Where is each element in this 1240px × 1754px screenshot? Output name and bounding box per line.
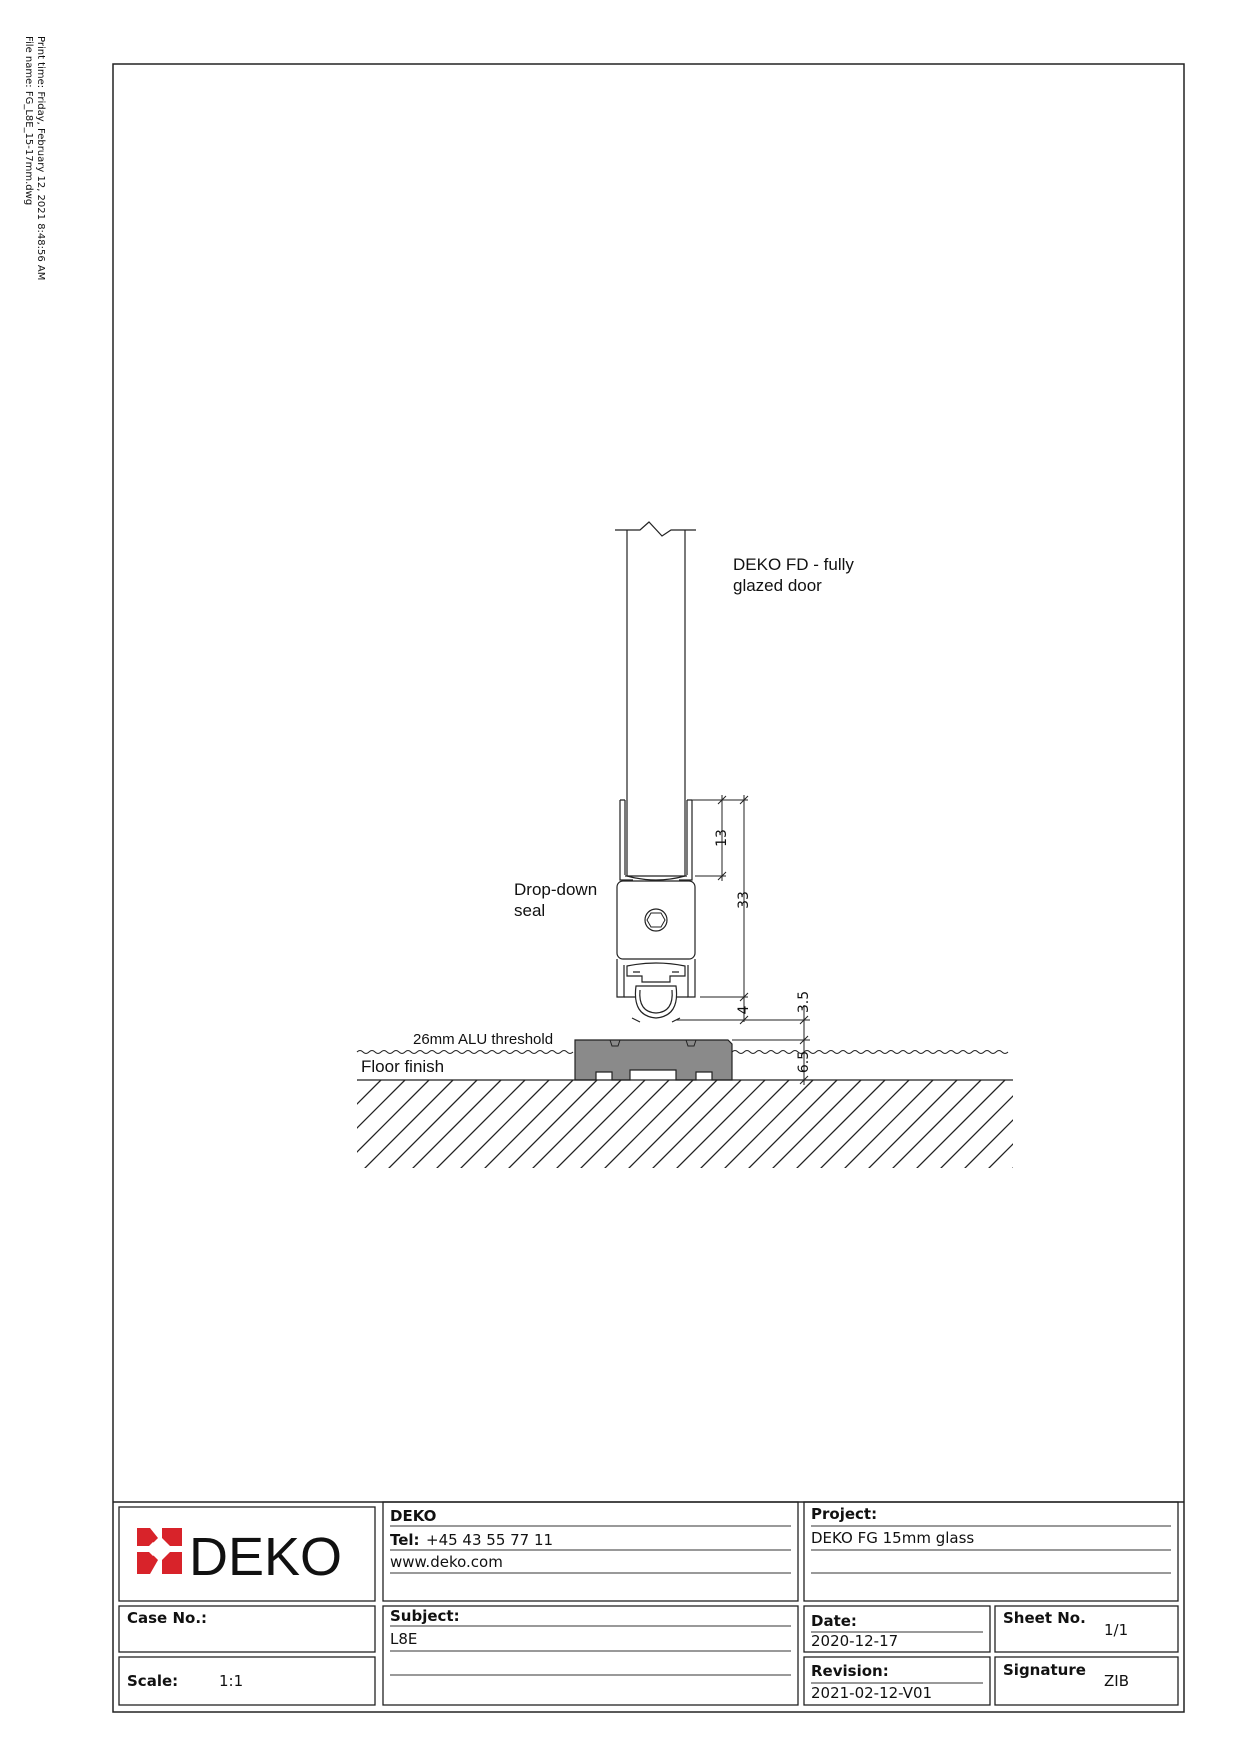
hatch-line bbox=[675, 1080, 765, 1170]
print-time: Print time: Friday, February 12, 2021 8:48:56 AM bbox=[35, 36, 46, 281]
door-glass bbox=[615, 522, 696, 880]
company-name: DEKO bbox=[390, 1507, 437, 1525]
hatch-line bbox=[507, 1080, 597, 1170]
date-value: 2020-12-17 bbox=[811, 1632, 899, 1650]
hex-screw-icon bbox=[645, 909, 667, 931]
drawing-labels bbox=[361, 555, 854, 1076]
floor-finish-line bbox=[357, 1051, 573, 1054]
drawing-frame bbox=[113, 64, 1184, 1712]
hatch-line bbox=[987, 1080, 1077, 1170]
hatch-line bbox=[891, 1080, 981, 1170]
scale-value: 1:1 bbox=[219, 1672, 244, 1690]
hatch-line bbox=[1011, 1080, 1101, 1170]
hatch-line bbox=[747, 1080, 837, 1170]
floor-finish-line-right bbox=[732, 1051, 1008, 1054]
dim-6-5: 6.5 bbox=[796, 1050, 812, 1074]
hatch-line bbox=[603, 1080, 693, 1170]
date-label: Date: bbox=[811, 1612, 857, 1630]
sheet-no-label: Sheet No. bbox=[1003, 1609, 1086, 1627]
company-tel-value: +45 43 55 77 11 bbox=[426, 1531, 554, 1549]
hatch-line bbox=[819, 1080, 909, 1170]
hatch-line bbox=[387, 1080, 477, 1170]
door-label-line1: DEKO FD - fully bbox=[733, 555, 854, 574]
deko-logo-mark-icon bbox=[137, 1528, 182, 1574]
seal-label-line1: Drop-down bbox=[514, 880, 598, 899]
file-name: File name: FG_L8E_15-17mm.dwg bbox=[23, 36, 34, 206]
seal-label-line2: seal bbox=[514, 901, 546, 920]
threshold-label: 26mm ALU threshold bbox=[413, 1031, 554, 1048]
sheet-no-value: 1/1 bbox=[1104, 1621, 1129, 1639]
dim-4: 4 bbox=[736, 1005, 752, 1015]
glass-channel-profile bbox=[620, 800, 692, 880]
print-info bbox=[23, 36, 46, 280]
dim-33: 33 bbox=[736, 891, 752, 909]
hatch-line bbox=[267, 1080, 357, 1170]
company-website: www.deko.com bbox=[390, 1553, 503, 1571]
revision-value: 2021-02-12-V01 bbox=[811, 1684, 933, 1702]
project-label: Project: bbox=[811, 1505, 878, 1523]
hatch-line bbox=[651, 1080, 741, 1170]
hatch-line bbox=[843, 1080, 933, 1170]
hatch-line bbox=[867, 1080, 957, 1170]
hatch-line bbox=[579, 1080, 669, 1170]
scale-label: Scale: bbox=[127, 1672, 179, 1690]
hatch-line bbox=[795, 1080, 885, 1170]
dim-13: 13 bbox=[714, 829, 730, 847]
alu-threshold bbox=[575, 1040, 732, 1080]
door-label-line2: glazed door bbox=[733, 576, 822, 595]
hatch-line bbox=[315, 1080, 405, 1170]
hatch-line bbox=[531, 1080, 621, 1170]
case-no-label: Case No.: bbox=[127, 1609, 208, 1627]
hatch-line bbox=[459, 1080, 549, 1170]
deko-logo-text: DEKO bbox=[189, 1527, 343, 1587]
subject-value: L8E bbox=[390, 1630, 418, 1648]
hatch-line bbox=[435, 1080, 525, 1170]
deko-logo bbox=[137, 1527, 342, 1587]
hatch-line bbox=[939, 1080, 1029, 1170]
subfloor-hatch bbox=[267, 1080, 1101, 1170]
signature-label: Signature bbox=[1003, 1661, 1086, 1679]
title-block bbox=[113, 1502, 1184, 1705]
hatch-line bbox=[771, 1080, 861, 1170]
hatch-line bbox=[723, 1080, 813, 1170]
hatch-line bbox=[699, 1080, 789, 1170]
company-tel-label: Tel: bbox=[390, 1531, 420, 1549]
dim-3-5: 3.5 bbox=[796, 990, 812, 1014]
floor-finish-label: Floor finish bbox=[361, 1057, 445, 1076]
revision-label: Revision: bbox=[811, 1662, 889, 1680]
hatch-line bbox=[483, 1080, 573, 1170]
hatch-line bbox=[363, 1080, 453, 1170]
hatch-line bbox=[627, 1080, 717, 1170]
hatch-line bbox=[411, 1080, 501, 1170]
subject-label: Subject: bbox=[390, 1607, 460, 1625]
hatch-line bbox=[291, 1080, 381, 1170]
hatch-line bbox=[555, 1080, 645, 1170]
hatch-line bbox=[339, 1080, 429, 1170]
signature-value: ZIB bbox=[1104, 1672, 1129, 1690]
drop-down-seal bbox=[617, 881, 695, 1022]
project-value: DEKO FG 15mm glass bbox=[811, 1529, 975, 1547]
hatch-line bbox=[915, 1080, 1005, 1170]
hatch-line bbox=[963, 1080, 1053, 1170]
